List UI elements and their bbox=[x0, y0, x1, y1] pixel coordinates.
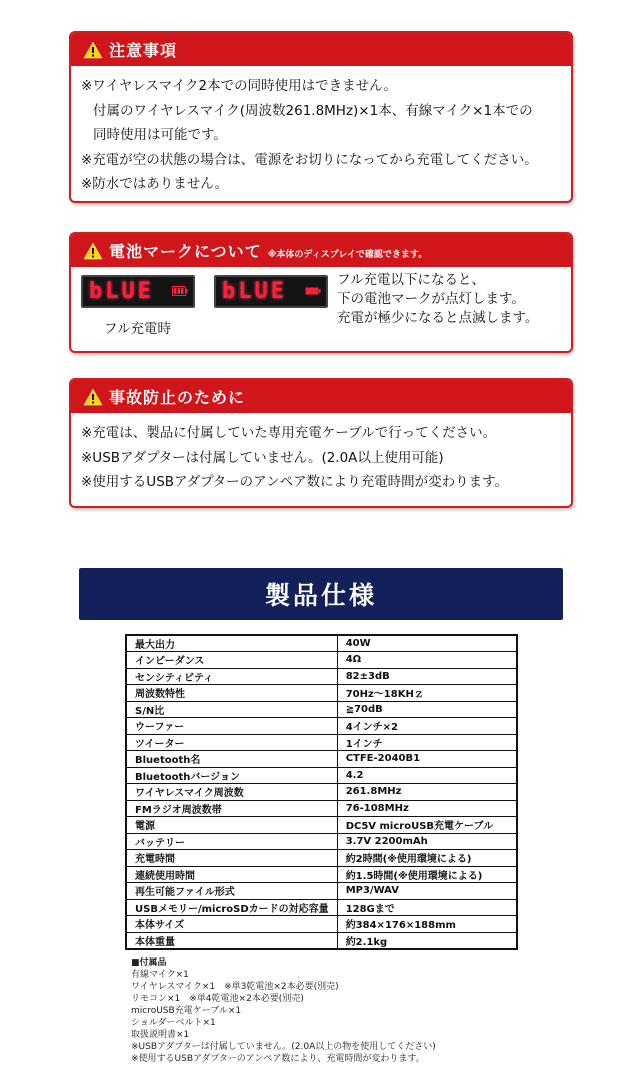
spec-label: バッテリー bbox=[126, 833, 337, 850]
full-charge-label: フル充電時 bbox=[104, 321, 171, 337]
spec-value: 1インチ bbox=[337, 734, 517, 751]
table-row bbox=[126, 751, 517, 768]
table-row bbox=[126, 932, 517, 949]
battery-title: 電池マークについて bbox=[109, 242, 262, 261]
led-display-full bbox=[81, 275, 195, 308]
spec-value: 約1.5時間(※使用環境による) bbox=[337, 866, 517, 883]
spec-value: MP3/WAV bbox=[337, 883, 517, 900]
table-row bbox=[126, 668, 517, 685]
caution-line: ※防水ではありません。 bbox=[81, 176, 229, 192]
caution-line: 同時使用は可能です。 bbox=[93, 127, 227, 143]
led-text: bLUE bbox=[222, 279, 287, 304]
battery-description-line: フル充電以下になると、 bbox=[337, 272, 485, 288]
spec-label: 連続使用時間 bbox=[126, 866, 337, 883]
spec-value: CTFE-2040B1 bbox=[337, 751, 517, 768]
accessories-title: ■付属品 bbox=[131, 958, 167, 968]
spec-value: 261.8MHz bbox=[337, 784, 517, 801]
warning-icon bbox=[83, 388, 103, 406]
table-row bbox=[126, 701, 517, 718]
spec-value: 70Hz～18KHｚ bbox=[337, 685, 517, 702]
caution-line: 付属のワイヤレスマイク(周波数261.8MHz)×1本、有線マイク×1本での bbox=[93, 102, 533, 119]
spec-value: 約2.1kg bbox=[337, 932, 517, 949]
spec-label: 本体重量 bbox=[126, 932, 337, 949]
table-row bbox=[126, 784, 517, 801]
spec-value: 76-108MHz bbox=[337, 800, 517, 817]
table-row bbox=[126, 734, 517, 751]
spec-table bbox=[125, 634, 518, 950]
spec-value: 約384×176×188mm bbox=[337, 916, 517, 933]
table-row bbox=[126, 718, 517, 735]
caution-line: ※充電が空の状態の場合は、電源をお切りになってから充電してください。 bbox=[81, 151, 538, 168]
list-item: microUSB充電ケーブル×1 bbox=[131, 1006, 242, 1016]
table-row bbox=[126, 800, 517, 817]
caution-line: ※ワイヤレスマイク2本での同時使用はできません。 bbox=[81, 78, 397, 94]
prevention-line: ※使用するUSBアダプターのアンペア数により充電時間が変わります。 bbox=[81, 474, 509, 490]
spec-label: 電源 bbox=[126, 817, 337, 834]
warning-icon bbox=[83, 41, 103, 59]
list-item: 有線マイク×1 bbox=[131, 970, 189, 980]
spec-label: S/N比 bbox=[126, 701, 337, 718]
list-item: ワイヤレスマイク×1 ※単3乾電池×2本必要(別売) bbox=[131, 982, 339, 992]
spec-label: 周波数特性 bbox=[126, 685, 337, 702]
list-item: 取扱説明書×1 bbox=[131, 1030, 190, 1040]
battery-description-line: 下の電池マークが点灯します。 bbox=[337, 291, 525, 307]
spec-value: ≧70dB bbox=[337, 701, 517, 718]
spec-label: FMラジオ周波数帯 bbox=[126, 800, 337, 817]
spec-value: 4.2 bbox=[337, 767, 517, 784]
spec-label: ツイーター bbox=[126, 734, 337, 751]
spec-label: Bluetooth名 bbox=[126, 751, 337, 768]
battery-panel bbox=[69, 232, 573, 353]
led-display-low bbox=[214, 275, 328, 308]
spec-label: インピーダンス bbox=[126, 652, 337, 669]
spec-title: 製品仕様 bbox=[264, 581, 377, 610]
table-row bbox=[126, 817, 517, 834]
prevention-body bbox=[71, 413, 571, 505]
list-item: ※使用するUSBアダプターのアンペア数により、充電時間が変わります。 bbox=[131, 1054, 425, 1064]
prevention-line: ※充電は、製品に付属していた専用充電ケーブルで行ってください。 bbox=[81, 425, 497, 441]
prevention-title: 事故防止のために bbox=[109, 388, 246, 407]
caution-header bbox=[71, 33, 571, 66]
spec-label: USBメモリー/microSDカードの対応容量 bbox=[126, 899, 337, 916]
caution-body bbox=[71, 66, 571, 203]
battery-full-icon bbox=[172, 286, 188, 296]
spec-label: ワイヤレスマイク周波数 bbox=[126, 784, 337, 801]
accessories-list bbox=[131, 957, 436, 1065]
prevention-line: ※USBアダプターは付属していません。(2.0A以上使用可能) bbox=[81, 449, 444, 466]
battery-low-icon bbox=[305, 286, 321, 296]
table-row bbox=[126, 899, 517, 916]
spec-value: 約2時間(※使用環境による) bbox=[337, 850, 517, 867]
battery-description bbox=[337, 271, 538, 328]
table-row bbox=[126, 685, 517, 702]
spec-value: 4Ω bbox=[337, 652, 517, 669]
spec-header bbox=[79, 568, 563, 620]
spec-label: 本体サイズ bbox=[126, 916, 337, 933]
warning-icon bbox=[83, 242, 103, 260]
table-row bbox=[126, 767, 517, 784]
spec-label: 充電時間 bbox=[126, 850, 337, 867]
spec-value: 3.7V 2200mAh bbox=[337, 833, 517, 850]
led-text: bLUE bbox=[89, 279, 154, 304]
table-row bbox=[126, 866, 517, 883]
battery-row bbox=[71, 267, 571, 353]
spec-label: 最大出力 bbox=[126, 635, 337, 652]
battery-header bbox=[71, 234, 571, 267]
caution-panel bbox=[69, 31, 573, 203]
battery-description-line: 充電が極少になると点滅します。 bbox=[337, 310, 539, 326]
prevention-panel bbox=[69, 378, 573, 508]
prevention-header bbox=[71, 380, 571, 413]
spec-value: 40W bbox=[337, 635, 517, 652]
battery-subtitle: ※本体のディスプレイで確認できます。 bbox=[267, 250, 428, 260]
spec-label: センシティビティ bbox=[126, 668, 337, 685]
spec-value: DC5V microUSB充電ケーブル bbox=[337, 817, 517, 834]
spec-label: 再生可能ファイル形式 bbox=[126, 883, 337, 900]
list-item: リモコン×1 ※単4乾電池×2本必要(別売) bbox=[131, 994, 304, 1004]
list-item: ショルダーベルト×1 bbox=[131, 1018, 216, 1028]
spec-label: ウーファー bbox=[126, 718, 337, 735]
caution-title: 注意事項 bbox=[109, 41, 178, 60]
spec-value: 128Gまで bbox=[337, 899, 517, 916]
table-row bbox=[126, 652, 517, 669]
table-row bbox=[126, 635, 517, 652]
table-row bbox=[126, 883, 517, 900]
spec-value: 82±3dB bbox=[337, 668, 517, 685]
spec-value: 4インチ×2 bbox=[337, 718, 517, 735]
table-row bbox=[126, 850, 517, 867]
table-row bbox=[126, 833, 517, 850]
table-row bbox=[126, 916, 517, 933]
spec-label: Bluetoothバージョン bbox=[126, 767, 337, 784]
list-item: ※USBアダプターは付属していません。(2.0A以上の物を使用してください) bbox=[131, 1042, 436, 1052]
